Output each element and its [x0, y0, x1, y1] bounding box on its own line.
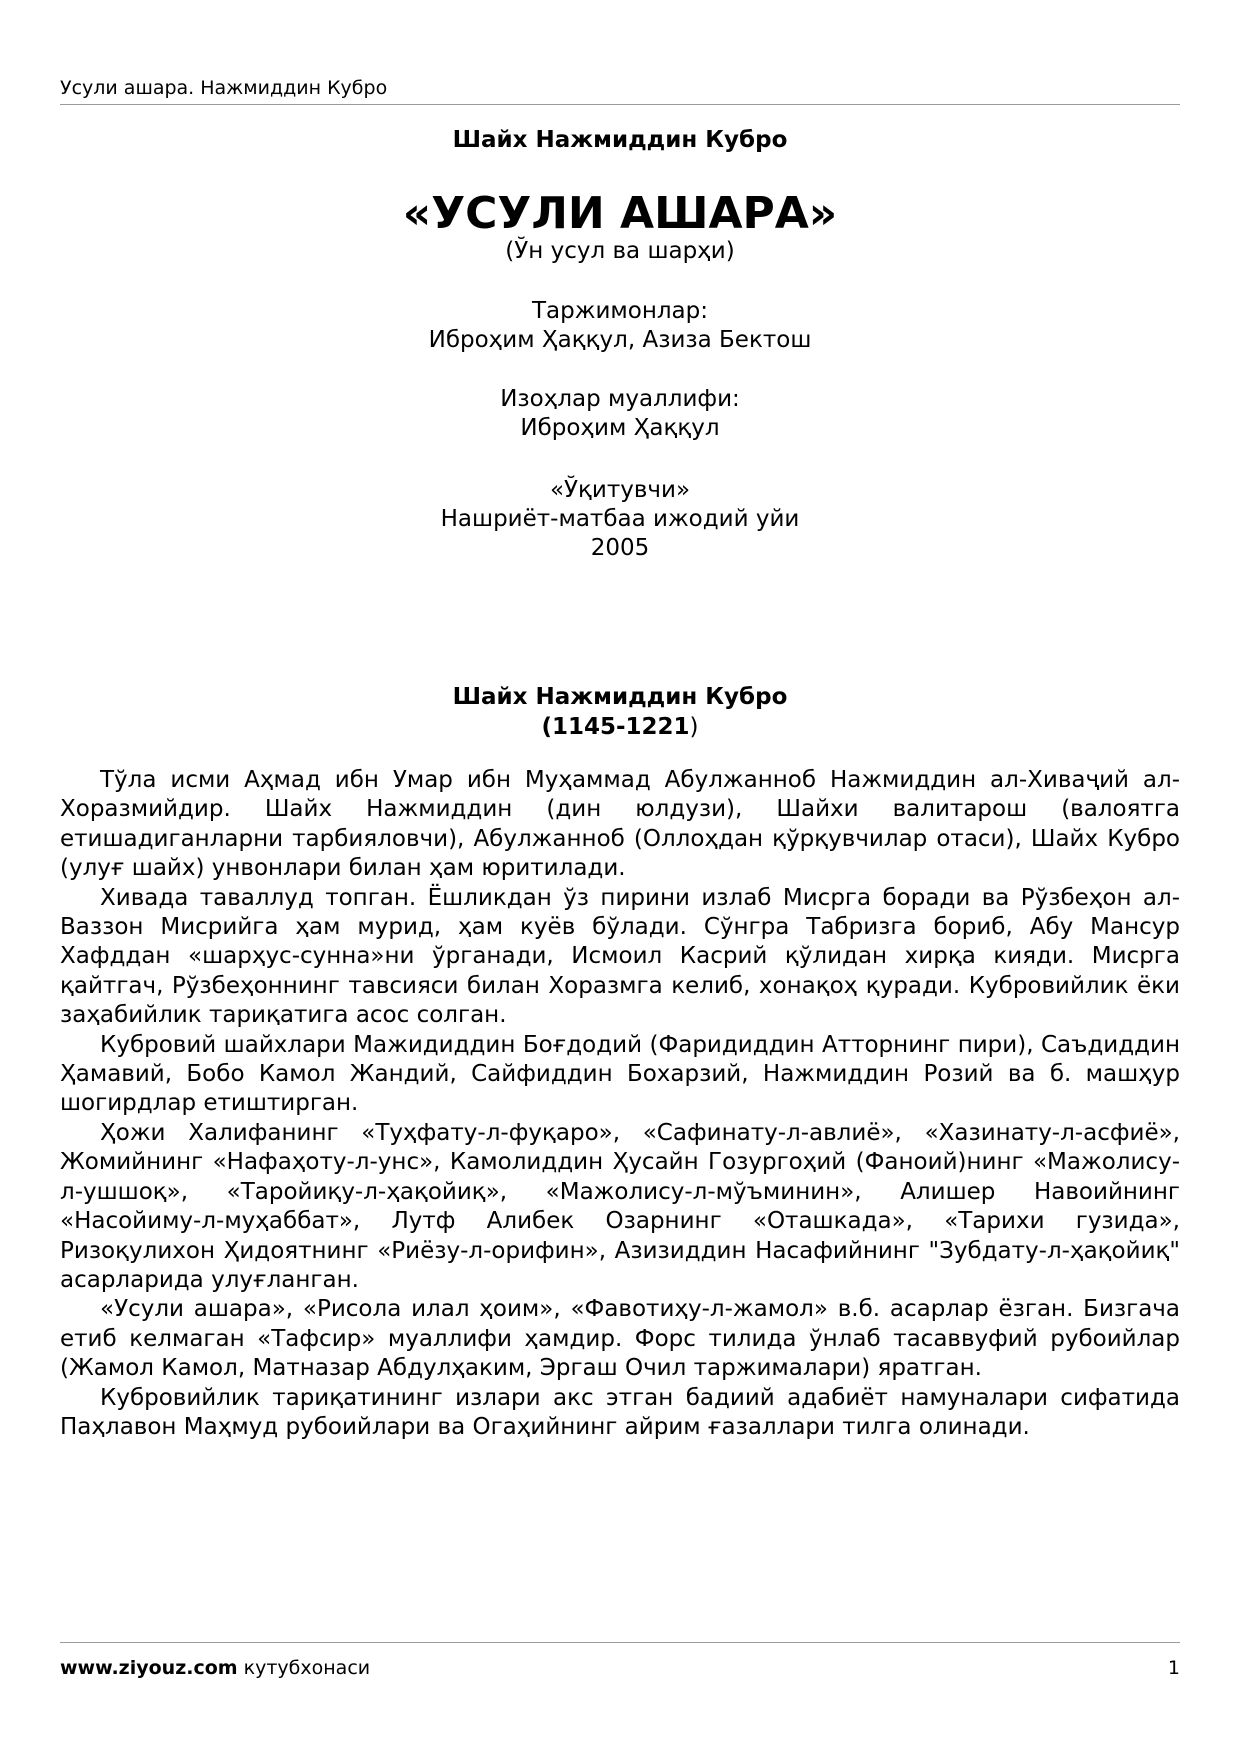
page-number: 1: [1167, 1657, 1180, 1679]
biography-heading: Шайх Нажмиддин Кубро: [452, 684, 788, 710]
footer-divider: [60, 1642, 1180, 1643]
translators-names: Иброҳим Ҳаққул, Азиза Бектош: [428, 327, 812, 353]
publisher-name: «Ўқитувчи»: [549, 477, 691, 503]
footer-library-label: кутубхонаси: [237, 1657, 371, 1679]
book-title: «УСУЛИ АШАРА»: [402, 188, 838, 239]
biography-text: [60, 766, 1180, 1442]
publisher-block: [60, 476, 1180, 563]
paragraph: Тўла исми Аҳмад ибн Умар ибн Муҳаммад Абулжанноб Нажмиддин ал-Хиваҷий ал-Хоразмийдир. Шайх Нажмиддин (дин юлдузи), Шайхи валитарош (валоятга етишадиганларни тарбияловчи), Абулжанноб (Оллоҳдан қўрқувчилар отаси), Шайх Кубро (улуғ шайх) унвонлари билан ҳам юритилади.: [60, 767, 1180, 882]
life-dates-close: ): [689, 714, 699, 740]
paragraph: Ҳожи Халифанинг «Туҳфату-л-фуқаро», «Сафинату-л-авлиё», «Хазинату-л-асфиё», Жомийнинг «Нафаҳоту-л-унс», Камолиддин Ҳусайн Гозургоҳий (Фаноий)нинг «Мажолису-л-ушшоқ», «Таройиқу-л-ҳақойиқ», «Мажолису-л-мўъминин», Алишер Навоийнинг «Насойиму-л-муҳаббат», Лутф Алибек Озарнинг «Оташкада», «Тарихи гузида», Ризоқулихон Ҳидоятнинг «Риёзу-л-орифин», Азизиддин Насафийнинг "Зубдату-л-ҳақойиқ" асарларида улуғланган.: [60, 1119, 1180, 1293]
life-dates: (1145-1221): [541, 714, 699, 740]
notes-block: [60, 385, 1180, 443]
page-footer: [60, 1656, 1180, 1680]
publisher-type: Нашриёт-матбаа ижодий уйи: [440, 506, 800, 532]
paragraph: «Усули ашара», «Рисола илал ҳоим», «Фавотиҳу-л-жамол» в.б. асарлар ёзган. Бизгача етиб келмаган «Тафсир» муаллифи ҳамдир. Форс тилида ўнлаб тасаввуфий рубоийлар (Жамол Камол, Матназар Абдулҳаким, Эргаш Очил таржималари) яратган.: [60, 1296, 1180, 1382]
author-name: Шайх Нажмиддин Кубро: [452, 127, 788, 153]
life-dates-value: 1145-1221: [551, 714, 690, 740]
running-header: Усули ашара. Нажмиддин Кубро: [60, 76, 1180, 105]
publication-year: 2005: [590, 535, 650, 561]
biography-heading-block: [60, 682, 1180, 742]
footer-site-link[interactable]: www.ziyouz.com: [60, 1657, 238, 1679]
translators-block: [60, 297, 1180, 355]
notes-author: Иброҳим Ҳаққул: [520, 415, 720, 441]
paragraph: Кубровийлик тариқатининг излари акс этган бадиий адабиёт намуналари сифатида Паҳлавон Маҳмуд рубоийлари ва Огаҳийнинг айрим ғазаллари тилга олинади.: [60, 1384, 1180, 1440]
paragraph: Кубровий шайхлари Мажидиддин Боғдодий (Фаридиддин Атторнинг пири), Саъдиддин Ҳамавий, Бобо Камол Жандий, Сайфиддин Бохарзий, Нажмиддин Розий ва б. машҳур шогирдлар етиштирган.: [60, 1031, 1180, 1117]
notes-label: Изоҳлар муаллифи:: [500, 386, 740, 412]
book-subtitle: (Ўн усул ва шарҳи): [505, 238, 735, 264]
translators-label: Таржимонлар:: [531, 298, 708, 324]
paragraph: Хивада таваллуд топган. Ёшликдан ўз пирини излаб Мисрга боради ва Рўзбеҳон ал-Ваззон Мисрийга ҳам мурид, ҳам куёв бўлади. Сўнгра Табризга бориб, Абу Мансур Хафддан «шарҳус-сунна»ни ўрганади, Исмоил Касрий қўлидан хирқа кияди. Мисрга қайтгач, Рўзбеҳоннинг тавсияси билан Хоразмга келиб, хонақоҳ қуради. Кубровийлик ёки заҳабийлик тариқатига асос солган.: [60, 884, 1180, 1029]
